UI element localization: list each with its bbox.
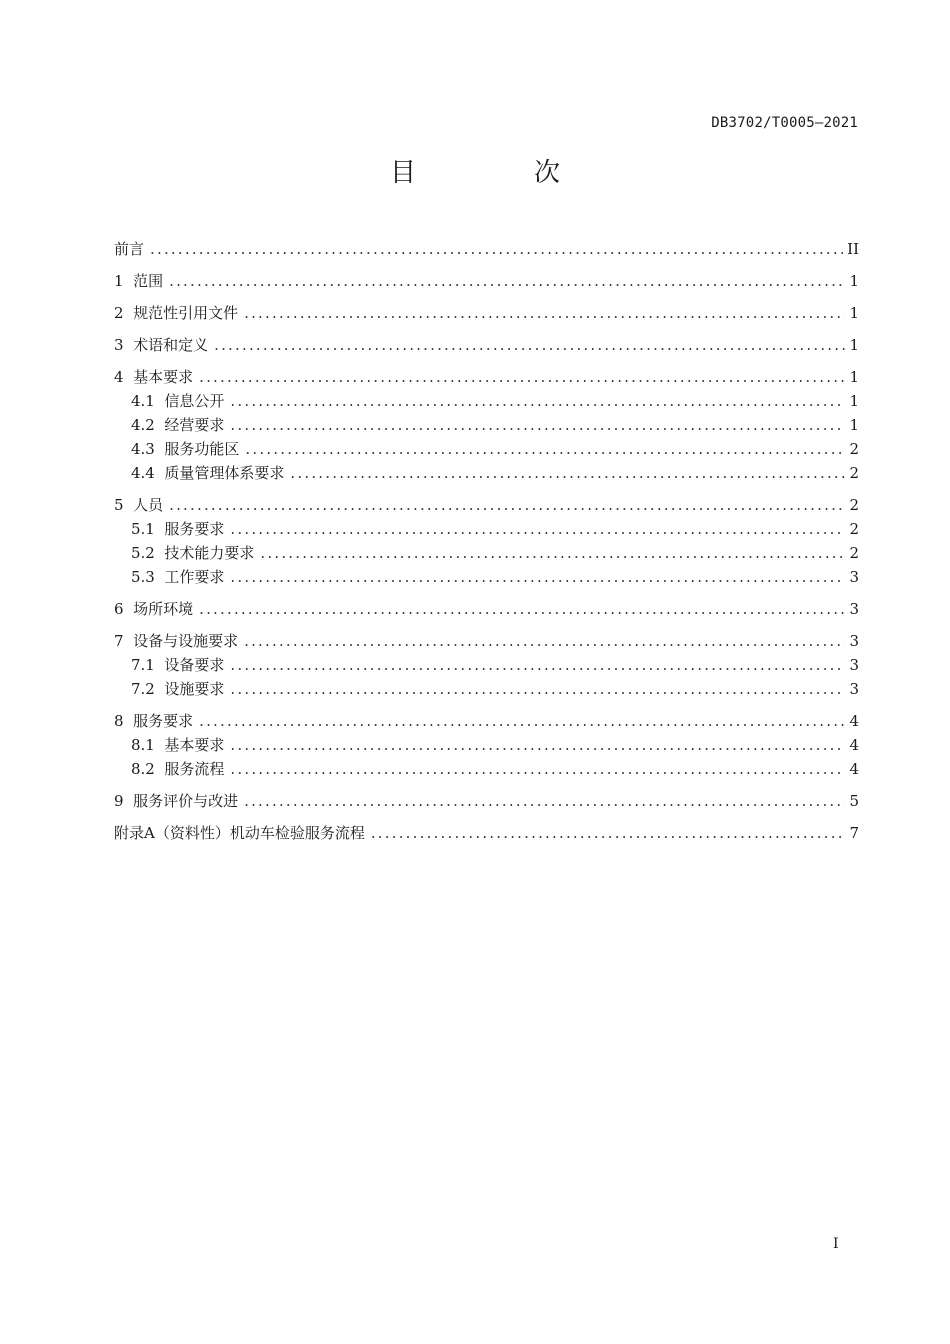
toc-entry-page: 2 <box>849 464 859 482</box>
toc-entry[interactable] <box>114 493 859 517</box>
toc-entry-page: 4 <box>849 760 859 778</box>
toc-entry[interactable] <box>114 269 859 293</box>
toc-entry-number: 2 <box>114 304 124 322</box>
toc-entry[interactable] <box>114 821 859 845</box>
toc-entry-page: 1 <box>849 272 859 290</box>
dot-leader <box>230 565 845 589</box>
toc-entry-number: 4 <box>114 368 124 386</box>
toc-entry[interactable] <box>114 333 859 357</box>
toc-entry[interactable] <box>114 733 859 757</box>
toc-entry[interactable] <box>114 301 859 325</box>
dot-leader <box>244 629 845 653</box>
dot-leader <box>169 493 845 517</box>
toc-entry-page: 4 <box>849 712 859 730</box>
dot-leader <box>150 237 843 261</box>
table-of-contents <box>114 237 859 845</box>
toc-entry-label: 服务流程 <box>164 760 225 778</box>
toc-entry[interactable] <box>114 789 859 813</box>
toc-entry-label: 设备要求 <box>164 656 225 674</box>
toc-entry[interactable] <box>114 413 859 437</box>
toc-entry-label: 技术能力要求 <box>164 544 255 562</box>
toc-entry[interactable] <box>114 517 859 541</box>
toc-entry[interactable] <box>114 437 859 461</box>
toc-entry-spacer <box>155 461 165 485</box>
document-code: DB3702/T0005—2021 <box>711 115 858 131</box>
toc-entry-label: 基本要求 <box>133 368 194 386</box>
toc-entry-label: 场所环境 <box>133 600 194 618</box>
toc-entry[interactable] <box>114 237 859 261</box>
dot-leader <box>260 541 845 565</box>
toc-entry-label: 规范性引用文件 <box>133 304 239 322</box>
toc-entry-label: 信息公开 <box>164 392 225 410</box>
toc-entry-spacer <box>155 437 165 461</box>
dot-leader <box>230 733 845 757</box>
dot-leader <box>230 757 845 781</box>
toc-entry-label: 服务功能区 <box>164 440 240 458</box>
toc-entry-label: 前言 <box>114 240 145 258</box>
toc-entry[interactable] <box>114 461 859 485</box>
toc-entry-label: 质量管理体系要求 <box>164 464 285 482</box>
toc-entry[interactable] <box>114 629 859 653</box>
toc-entry-label: 设施要求 <box>164 680 225 698</box>
toc-entry-label: 服务评价与改进 <box>133 792 239 810</box>
toc-entry-spacer <box>124 493 134 517</box>
toc-entry-number: 5.2 <box>131 544 155 562</box>
toc-entry[interactable] <box>114 541 859 565</box>
dot-leader <box>199 597 845 621</box>
toc-entry-spacer <box>124 365 134 389</box>
toc-entry[interactable] <box>114 677 859 701</box>
dot-leader <box>214 333 845 357</box>
toc-entry-number: 4.4 <box>131 464 155 482</box>
dot-leader <box>244 789 845 813</box>
toc-entry-page: 3 <box>849 568 859 586</box>
toc-entry-number: 1 <box>114 272 124 290</box>
toc-entry-page: 1 <box>849 336 859 354</box>
toc-entry[interactable] <box>114 709 859 733</box>
dot-leader <box>230 677 845 701</box>
toc-entry-label: 范围 <box>133 272 164 290</box>
dot-leader <box>199 365 845 389</box>
toc-entry-label: 术语和定义 <box>133 336 209 354</box>
toc-entry-page: 2 <box>849 496 859 514</box>
toc-entry-spacer <box>155 413 165 437</box>
toc-entry-spacer <box>124 597 134 621</box>
dot-leader <box>244 301 845 325</box>
toc-entry-number: 4.2 <box>131 416 155 434</box>
toc-entry-number: 8.2 <box>131 760 155 778</box>
dot-leader <box>199 709 845 733</box>
toc-entry[interactable] <box>114 757 859 781</box>
dot-leader <box>230 517 845 541</box>
toc-entry-page: 3 <box>849 600 859 618</box>
toc-entry-number: 6 <box>114 600 124 618</box>
toc-entry-spacer <box>155 565 165 589</box>
toc-entry-number: 7.1 <box>131 656 155 674</box>
toc-entry-number: 5.3 <box>131 568 155 586</box>
toc-entry-number: 7 <box>114 632 124 650</box>
toc-entry-number: 8 <box>114 712 124 730</box>
toc-entry-spacer <box>155 757 165 781</box>
toc-entry-label: 经营要求 <box>164 416 225 434</box>
toc-entry[interactable] <box>114 565 859 589</box>
toc-entry-page: 7 <box>849 824 859 842</box>
dot-leader <box>371 821 845 845</box>
toc-entry[interactable] <box>114 653 859 677</box>
toc-entry-spacer <box>124 629 134 653</box>
toc-entry-number: 4.3 <box>131 440 155 458</box>
toc-entry-label: 人员 <box>133 496 164 514</box>
dot-leader <box>245 437 845 461</box>
toc-entry-label: 工作要求 <box>164 568 225 586</box>
toc-entry-page: 3 <box>849 656 859 674</box>
toc-entry-number: 4.1 <box>131 392 155 410</box>
toc-entry-number: 3 <box>114 336 124 354</box>
toc-entry-number: 7.2 <box>131 680 155 698</box>
toc-entry-page: II <box>847 240 859 258</box>
toc-entry-label: 基本要求 <box>164 736 225 754</box>
dot-leader <box>169 269 845 293</box>
toc-entry-spacer <box>124 333 134 357</box>
toc-entry-page: 1 <box>849 416 859 434</box>
toc-entry-page: 2 <box>849 544 859 562</box>
toc-entry-page: 3 <box>849 632 859 650</box>
dot-leader <box>230 413 845 437</box>
toc-entry-spacer <box>155 517 165 541</box>
toc-entry-spacer <box>124 301 134 325</box>
toc-entry-label: 服务要求 <box>164 520 225 538</box>
toc-entry-number: 5.1 <box>131 520 155 538</box>
toc-entry-spacer <box>155 389 165 413</box>
toc-entry-page: 1 <box>849 368 859 386</box>
toc-entry-page: 1 <box>849 304 859 322</box>
toc-entry-label: 设备与设施要求 <box>133 632 239 650</box>
toc-entry-page: 4 <box>849 736 859 754</box>
toc-entry-spacer <box>155 677 165 701</box>
toc-entry-number: 8.1 <box>131 736 155 754</box>
toc-entry-spacer <box>155 733 165 757</box>
toc-entry-page: 2 <box>849 440 859 458</box>
toc-entry-page: 3 <box>849 680 859 698</box>
toc-entry-page: 2 <box>849 520 859 538</box>
dot-leader <box>230 653 845 677</box>
toc-entry-label: 附录A（资料性）机动车检验服务流程 <box>114 824 365 842</box>
toc-entry[interactable] <box>114 365 859 389</box>
toc-entry-number: 5 <box>114 496 124 514</box>
toc-entry[interactable] <box>114 597 859 621</box>
toc-entry-spacer <box>155 653 165 677</box>
page-number: I <box>833 1236 839 1252</box>
toc-entry-spacer <box>124 709 134 733</box>
toc-entry-page: 1 <box>849 392 859 410</box>
toc-entry-spacer <box>124 789 134 813</box>
toc-entry-spacer <box>124 269 134 293</box>
toc-entry-label: 服务要求 <box>133 712 194 730</box>
toc-title: 目 次 <box>389 158 606 188</box>
dot-leader <box>290 461 845 485</box>
dot-leader <box>230 389 845 413</box>
toc-entry-number: 9 <box>114 792 124 810</box>
toc-entry-page: 5 <box>849 792 859 810</box>
toc-entry-spacer <box>155 541 165 565</box>
toc-entry[interactable] <box>114 389 859 413</box>
